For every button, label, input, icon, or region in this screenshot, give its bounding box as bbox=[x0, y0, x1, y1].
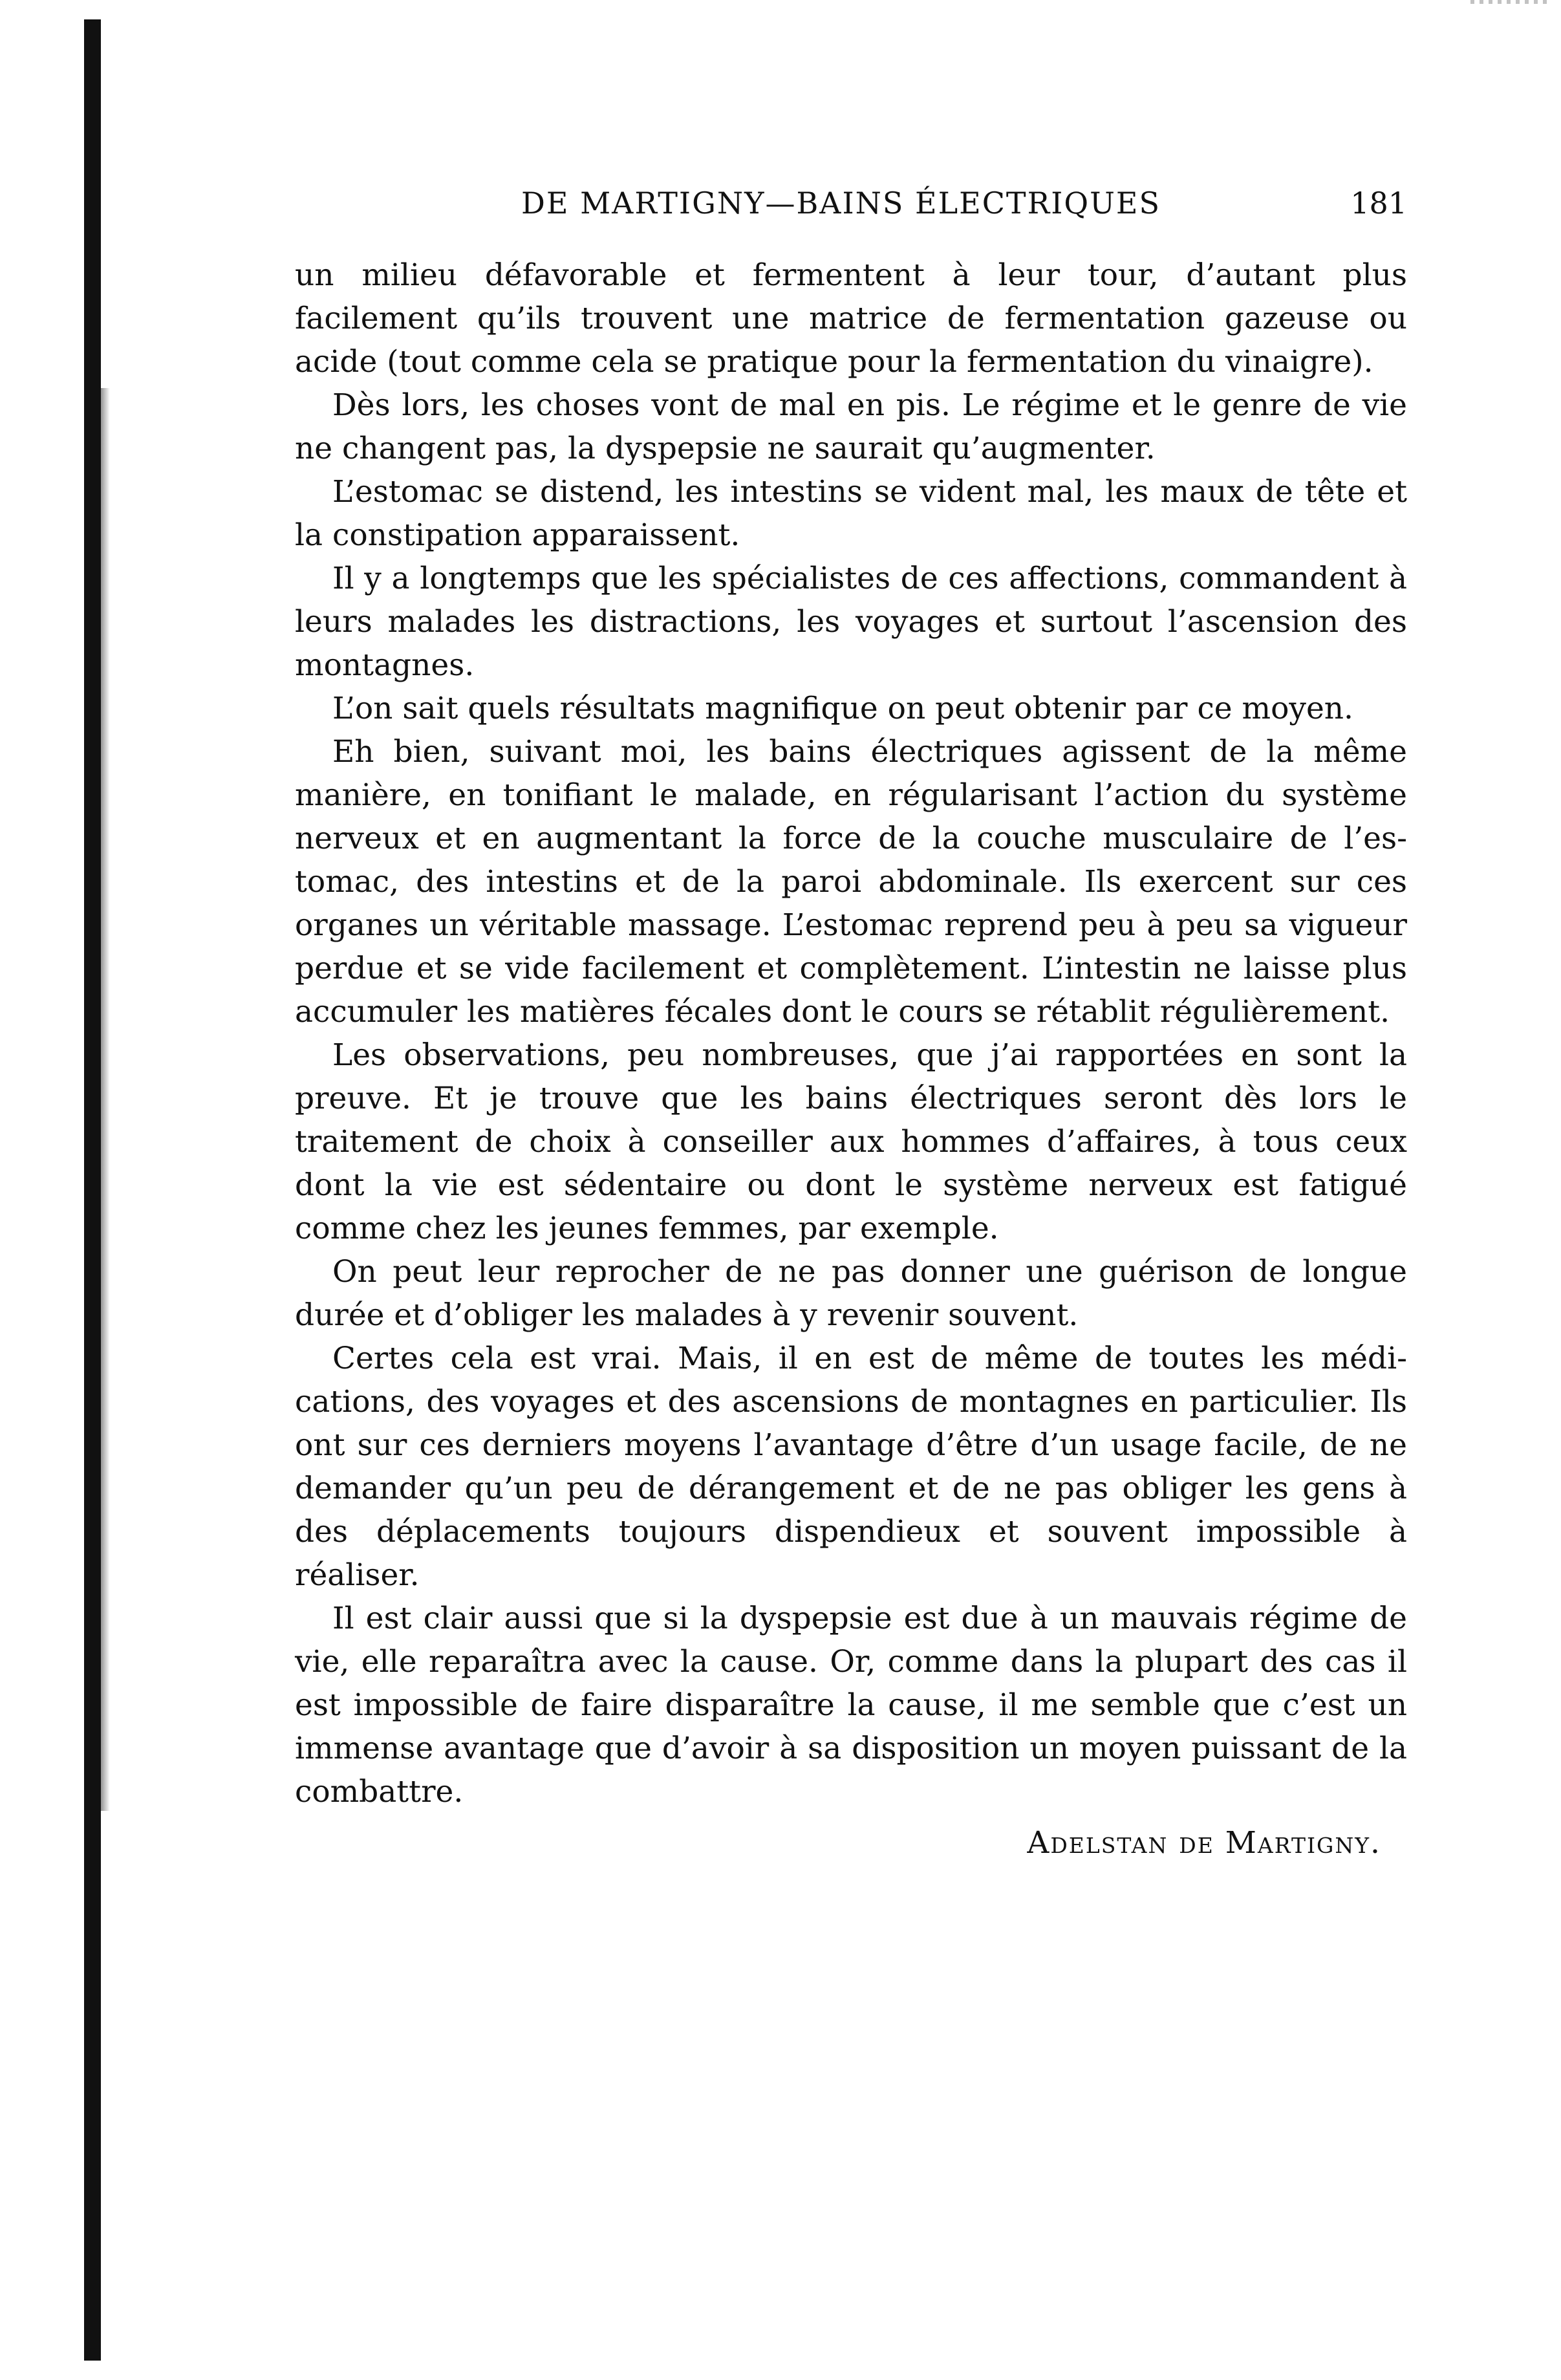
body-text bbox=[295, 254, 1407, 1865]
paragraph: L’estomac se distend, les intestins se vident mal, les maux de tête et la constipation apparaissent. bbox=[295, 474, 1407, 553]
paragraph: Certes cela est vrai. Mais, il en est de même de toutes les médications, des voyages et des ascensions de montagnes en particulier. Ils ont sur ces derniers moyens l’avantage d’être d’un usage facile, de ne demander qu’un peu de dérangement et de ne pas obliger les gens à des déplacements toujours dispendieux et souvent impossible à réaliser. bbox=[295, 1341, 1407, 1593]
paragraph: Dès lors, les choses vont de mal en pis. Le régime et le genre de vie ne changent pas, la dyspepsie ne saurait qu’augmenter. bbox=[295, 387, 1407, 466]
paragraph: L’on sait quels résultats magnifique on peut obtenir par ce moyen. bbox=[332, 691, 1353, 726]
paragraph: Il est clair aussi que si la dyspepsie est due à un mauvais régime de vie, elle reparaîtra avec la cause. Or, comme dans la plupart des cas il est impossible de faire disparaître la cause, il me semble que c’est un immense avantage que d’avoir à sa disposition un moyen puissant de la combattre. bbox=[295, 1601, 1407, 1810]
page-header bbox=[295, 184, 1407, 222]
paragraph: Les observations, peu nombreuses, que j’ai rapportées en sont la preuve. Et je trouve que les bains électriques seront dès lors le traitement de choix à conseiller aux hommes d’affaires, à tous ceux dont la vie est sédentaire ou dont le système nerveux est fatigué comme chez les jeunes femmes, par exemple. bbox=[295, 1037, 1407, 1246]
page-number: 181 bbox=[1350, 186, 1407, 221]
author-signature: Adelstan de Martigny. bbox=[1027, 1825, 1381, 1861]
paragraph: Il y a longtemps que les spécialistes de ces affections, commandent à leurs malades les distractions, les voyages et surtout l’ascension des montagnes. bbox=[295, 561, 1407, 683]
page-binding-edge bbox=[84, 19, 101, 2361]
paragraph: Eh bien, suivant moi, les bains électriques agissent de la même manière, en tonifiant le malade, en régularisant l’action du système nerveux et en augmentant la force de la couche musculaire de l’estomac, des intestins et de la paroi abdominale. Ils exercent sur ces organes un véritable massage. L’estomac reprend peu à peu sa vigueur perdue et se vide facilement et complètement. L’intestin ne laisse plus accumuler les matières fécales dont le cours se rétablit régulièrement. bbox=[295, 734, 1407, 1030]
page-binding-shadow bbox=[101, 388, 110, 1811]
running-head: DE MARTIGNY—BAINS ÉLECTRIQUES bbox=[521, 186, 1161, 221]
paragraph: un milieu défavorable et fermentent à leur tour, d’autant plus facilement qu’ils trouvent une matrice de fermentation gazeuse ou acide (tout comme cela se pratique pour la fermentation du vinaigre). bbox=[295, 257, 1407, 380]
paragraph: On peut leur reprocher de ne pas donner une guérison de longue durée et d’obliger les malades à y revenir souvent. bbox=[295, 1254, 1407, 1333]
scan-specks bbox=[1470, 0, 1548, 4]
